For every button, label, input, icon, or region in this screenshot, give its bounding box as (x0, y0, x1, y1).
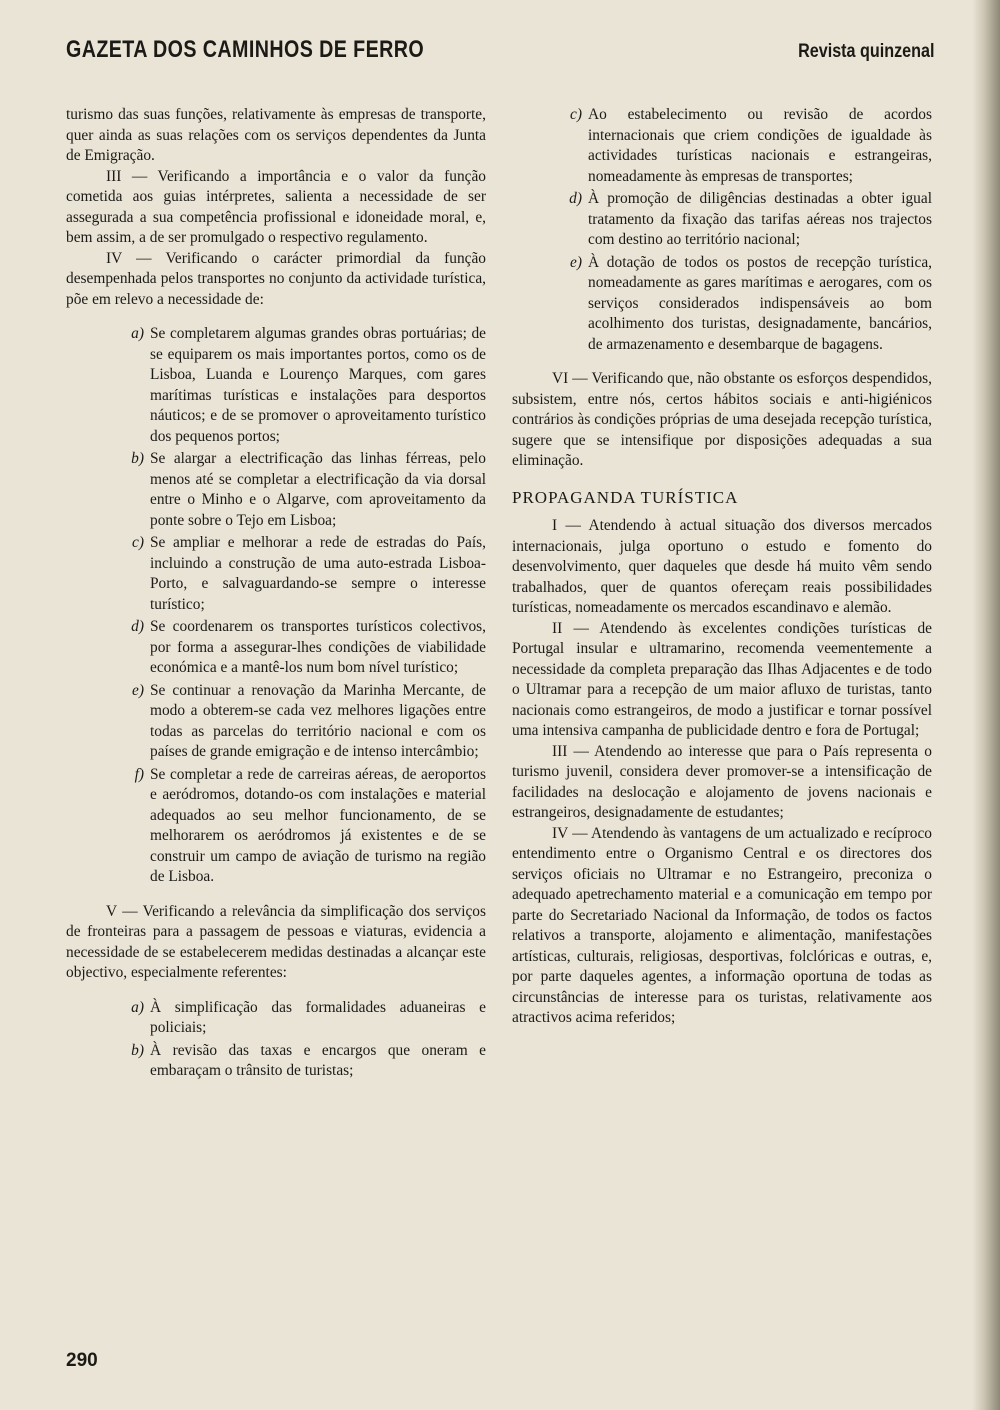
list-item (556, 253, 932, 356)
list-item (118, 998, 486, 1039)
page-header (66, 36, 934, 76)
paragraph: I — Atendendo à actual situação dos diversos mercados internacionais, julga oportuno o estudo e fomento do desenvolvimento, quer daqueles que desde há muito vêm sendo trabalhados, quer de quantos ofereçam reais possibilidades turísticas, nomeadamente os mercados escandinavo e alemão. (512, 517, 932, 616)
list-marker: a) (131, 998, 144, 1016)
list-marker: e) (132, 681, 144, 699)
page-number: 290 (66, 1350, 98, 1371)
paragraph: IV — Verificando o carácter primordial da função desempenhada pelos transportes no conjunto da actividade turística, põe em relevo a necessidade de: (66, 249, 486, 308)
list-item (118, 324, 486, 447)
paragraph: VI — Verificando que, não obstante os esforços despendidos, subsistem, entre nós, certos hábitos sociais e anti-higiénicos contrários às condições próprias de uma desejada recepção turística, sugere que se intensifique por disposições adequadas a sua eliminação. (512, 370, 932, 469)
list-item-text: Se completarem algumas grandes obras portuárias; de se equiparem os mais importantes portos, como os de Lisboa, Luanda e Lourenço Marques, com gares marítimas turísticas e instalações para desportos náuticos; e de se promover o aproveitamento turístico dos pequenos portos; (150, 325, 486, 445)
right-column (512, 105, 932, 1029)
list-item-text: À dotação de todos os postos de recepção turística, nomeadamente as gares marítimas e aerogares, com os serviços considerados indispensáveis ao bom acolhimento dos turistas, designadamente, bancários, de armazenamento e desembarque de bagagens. (588, 253, 932, 353)
list-item (556, 105, 932, 187)
book-spine-shadow (972, 0, 1000, 1410)
list-item-text: Se alargar a electrificação das linhas férreas, pelo menos até se completar a electrificação da via dorsal entre o Minho e o Algarve, com aproveitamento da ponte sobre o Tejo em Lisboa; (150, 450, 486, 529)
list-item (118, 1041, 486, 1082)
frontier-list-continued (512, 105, 932, 355)
list-marker: a) (131, 325, 144, 342)
list-item-text: Se coordenarem os transportes turísticos colectivos, por forma a assegurar-lhes condições de viabilidade económica e a mantê-los num bom nível turístico; (150, 618, 486, 676)
list-item (118, 449, 486, 531)
journal-title: GAZETA DOS CAMINHOS DE FERRO (66, 36, 425, 63)
transport-list (66, 324, 486, 888)
list-item (118, 617, 486, 679)
list-item (118, 681, 486, 763)
list-marker: b) (131, 450, 144, 467)
paragraph: turismo das suas funções, relativamente às empresas de transporte, quer ainda as suas relações com os serviços dependentes da Junta de Emigração. (66, 106, 486, 164)
list-item (556, 189, 932, 251)
list-item-text: À simplificação das formalidades aduaneiras e policiais; (150, 998, 486, 1036)
journal-subtitle: Revista quinzenal (797, 41, 934, 62)
list-item (118, 533, 486, 615)
list-marker: d) (131, 618, 144, 635)
list-item-text: À revisão das taxas e encargos que oneram e embaraçam o trânsito de turistas; (150, 1041, 486, 1079)
frontier-list (66, 998, 486, 1082)
list-item (118, 765, 486, 888)
list-marker: f) (134, 765, 144, 783)
list-item-text: Se ampliar e melhorar a rede de estradas do País, incluindo a construção de uma auto-estrada Lisboa-Porto, e salvaguardando-se sempre o interesse turístico; (150, 534, 486, 613)
paragraph: II — Atendendo às excelentes condições turísticas de Portugal insular e ultramarino, recomenda veementemente a necessidade da completa preparação das Ilhas Adjacentes e de todo o Ultramar para a recepção de um maior afluxo de turistas, tanto nacionais como estrangeiros, de modo a justificar e tornar possível uma intensiva campanha de publicidade dentro e fora de Portugal; (512, 619, 932, 739)
paragraph: IV — Atendendo às vantagens de um actualizado e recíproco entendimento entre o Organismo Central e os directores dos serviços oficiais no Ultramar e no Estrangeiro, preconiza o adequado apetrechamento material e a comunicação em tempo por parte do Secretariado Nacional da Informação, de todos os factos relativos a transporte, alojamento e alimentação, manifestações artísticas, culturais, religiosas, desportivas, folclóricas e outras, e, por parte daqueles agentes, a informação oportuna de todas as circunstâncias de interesse para os turistas, relativamente aos atractivos acima referidos; (512, 824, 932, 1026)
section-heading: PROPAGANDA TURÍSTICA (512, 487, 739, 507)
paragraph: V — Verificando a relevância da simplificação dos serviços de fronteiras para a passagem de pessoas e viaturas, evidencia a necessidade de se estabelecerem medidas destinadas a alcançar este objectivo, especialmente referentes: (66, 902, 486, 981)
paragraph: III — Verificando a importância e o valor da função cometida aos guias intérpretes, salienta a necessidade de ser assegurada a sua competência profissional e idoneidade moral, e, bem assim, a de ser promulgado o respectivo regulamento. (66, 167, 486, 246)
list-item-text: Se continuar a renovação da Marinha Mercante, de modo a obterem-se cada vez melhores ligações entre todas as parcelas do território nacional e com os países de grande emigração e de intenso intercâmbio; (150, 681, 486, 760)
list-marker: c) (132, 534, 144, 551)
list-marker: e) (570, 253, 582, 271)
list-marker: d) (569, 190, 582, 207)
paragraph: III — Atendendo ao interesse que para o País representa o turismo juvenil, considera dever promover-se a intensificação de facilidades na deslocação e alojamento de jovens nacionais e estrangeiros, designadamente de estudantes; (512, 742, 932, 821)
list-item-text: Se completar a rede de carreiras aéreas, de aeroportos e aeródromos, dotando-os com instalações e material adequados ao seu melhor funcionamento, de se melhorarem os aeródromos já existentes e de se construir um campo de aviação de turismo na região de Lisboa. (150, 765, 486, 885)
list-marker: b) (131, 1041, 144, 1059)
list-marker: c) (570, 106, 582, 123)
list-item-text: Ao estabelecimento ou revisão de acordos internacionais que criem condições de igualdade às actividades turísticas nacionais e estrangeiras, nomeadamente às empresas de transportes; (588, 106, 932, 185)
list-item-text: À promoção de diligências destinadas a obter igual tratamento da fixação das tarifas aéreas nos trajectos com destino ao território nacional; (588, 190, 932, 248)
left-column (66, 105, 486, 1096)
